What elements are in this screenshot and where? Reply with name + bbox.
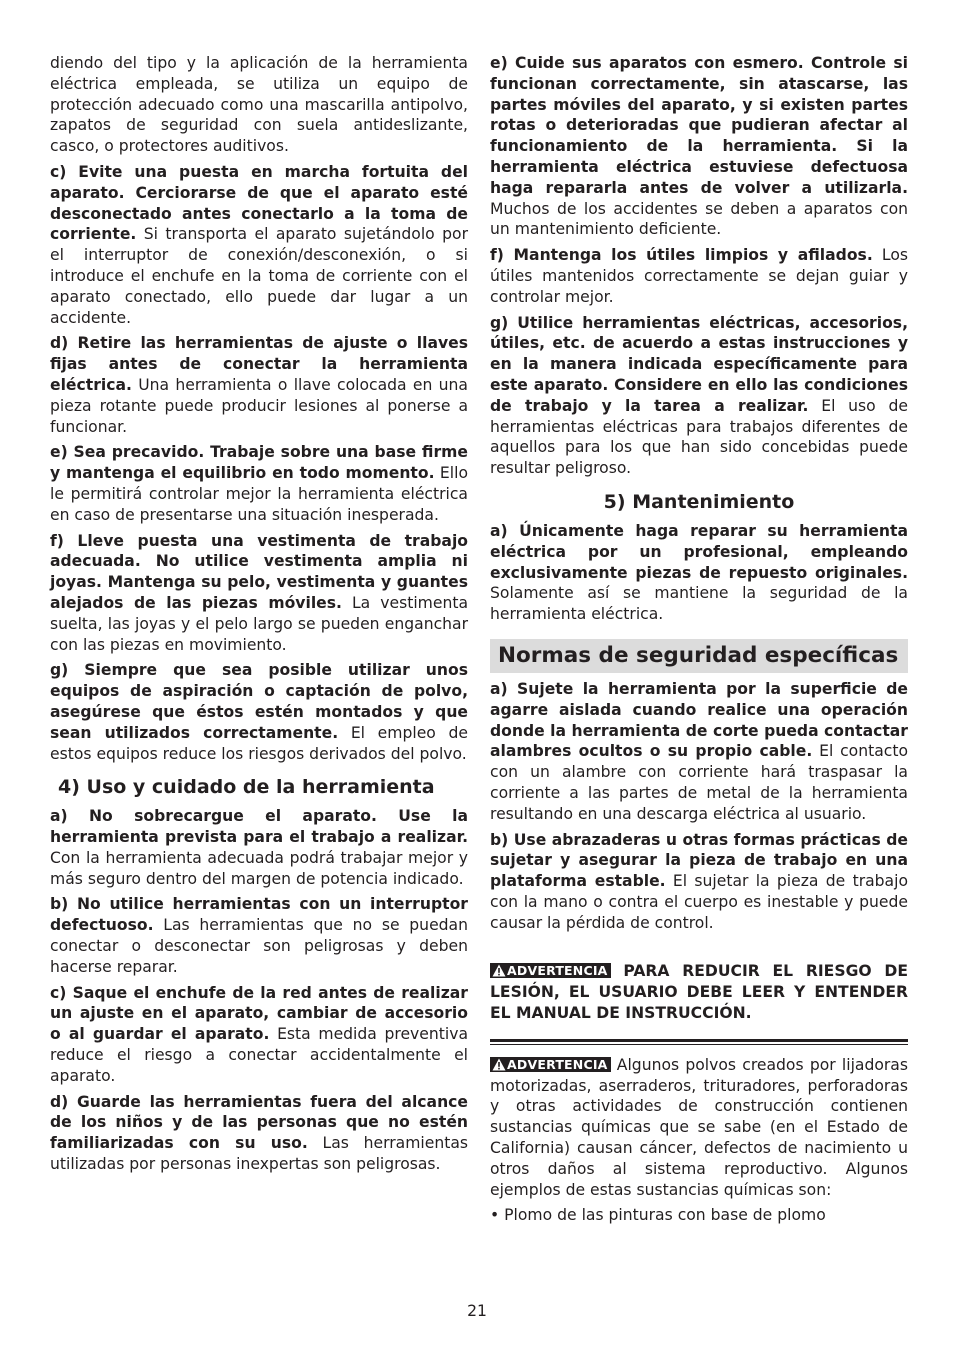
rule-heading: a) No sobrecargue el aparato. Use la herramienta prevista para el trabajo a realizar. xyxy=(50,807,468,847)
rule-text: Ello le permitirá controlar mejor la herramienta eléctrica en caso de presentarse una situación inesperada. xyxy=(50,464,468,524)
left-column xyxy=(50,53,468,1180)
warning-badge xyxy=(490,1057,611,1072)
rule-4c-unplug xyxy=(50,983,468,1087)
paragraph-text: diendo del tipo y la aplicación de la herramienta eléctrica empleada, se utiliza un equipo de protección adecuado como una mascarilla antipolvo, zapatos de seguridad con suela antideslizante, casco, o protectores auditivos. xyxy=(50,54,468,156)
rule-heading: g) Siempre que sea posible utilizar unos equipos de aspiración o captación de polvo, asegúrese que éstos estén montados y que sean utilizados correctamente. xyxy=(50,661,468,742)
rule-text: La vestimenta suelta, las joyas y el pelo largo se pueden enganchar con las piezas en movimiento. xyxy=(50,593,468,654)
right-column xyxy=(490,53,908,1231)
warning-badge xyxy=(490,963,611,978)
rule-heading: c) Saque el enchufe de la red antes de realizar un ajuste en el aparato, cambiar de accesorio o al guardar el aparato. xyxy=(50,983,468,1044)
rule-text: Si transporta el aparato sujetándolo por el interruptor de conexión/desconexión, o si introduce el enchufe en la toma de corriente con el aparato conectado, ello puede dar lugar a un accidente. xyxy=(50,225,468,327)
rule-e-be-careful xyxy=(50,442,468,525)
rule-4d-store-tools xyxy=(50,1092,468,1175)
rule-heading: d) Guarde las herramientas fuera del alcance de los niños y de las personas que no estén familiarizadas con su uso. xyxy=(50,1092,468,1153)
rule-5a-professional-repair xyxy=(490,521,908,625)
rule-text: Solamente así se mantiene la seguridad de la herramienta eléctrica. xyxy=(490,584,908,624)
bullet-lead-paint: • Plomo de las pinturas con base de plomo xyxy=(490,1206,826,1225)
rule-text: Con la herramienta adecuada podrá trabajar mejor y más seguro dentro del margen de potencia indicado. xyxy=(50,848,468,888)
rule-specific-a-insulated-grip xyxy=(490,679,908,825)
warning-badge-label: ADVERTENCIA xyxy=(507,1056,608,1072)
rule-4b-defective-switch xyxy=(50,894,468,977)
rule-text: El sujetar la pieza de trabajo con la mano o contra el cuerpo es inestable y puede causar la pérdida de control. xyxy=(490,872,908,932)
warning-text: Algunos polvos creados por lijadoras motorizadas, aserraderos, trituradores, perforadoras y otras actividades de construcción contienen sustancias químicas que se sabe (en el Estado de California) causan cáncer, defectos de nacimiento u otros daños al sistema reproductivo. Algunos ejemplos de estas sustancias químicas son: xyxy=(490,1055,908,1199)
rule-heading: d) Retire las herramientas de ajuste o llaves fijas antes de conectar la herramienta eléctrica. xyxy=(50,334,468,394)
rule-heading: g) Utilice herramientas eléctricas, accesorios, útiles, etc. de acuerdo a estas instrucciones y en la manera indicada específicamente para este aparato. Considere en ello las condiciones de trabajo y la tarea a realizar. xyxy=(490,313,908,415)
rule-heading: e) Sea precavido. Trabaje sobre una base firme y mantenga el equilibrio en todo momento. xyxy=(50,443,468,483)
section-heading-4: 4) Uso y cuidado de la herramienta xyxy=(58,776,435,799)
rule-text: Los útiles mantenidos correctamente se dejan guiar y controlar mejor. xyxy=(490,246,908,306)
warning-badge-label: ADVERTENCIA xyxy=(507,963,608,979)
warning-triangle-icon xyxy=(492,964,506,977)
rule-g-dust-extraction xyxy=(50,660,468,764)
specific-safety-banner: Normas de seguridad específicas xyxy=(490,639,908,673)
rule-d-remove-adjusting-tools xyxy=(50,333,468,437)
warning-triangle-icon xyxy=(492,1058,506,1071)
rule-text: Muchos de los accidentes se deben a aparatos con un mantenimiento deficiente. xyxy=(490,199,908,239)
rule-heading: b) No utilice herramientas con un interruptor defectuoso. xyxy=(50,895,468,935)
rule-c-avoid-accidental-start xyxy=(50,162,468,328)
rule-text: Las herramientas que no se puedan conectar o desconectar son peligrosas y deben hacerse reparar. xyxy=(50,916,468,976)
rule-f-clothing xyxy=(50,531,468,656)
rule-heading: f) Mantenga los útiles limpios y afilados. xyxy=(490,246,873,265)
rule-heading: f) Lleve puesta una vestimenta de trabajo adecuada. No utilice vestimenta amplia ni joyas. Mantenga su pelo, vestimenta y guantes alejados de las piezas móviles. xyxy=(50,531,468,612)
rule-f-clean-sharp xyxy=(490,245,908,307)
rule-text: El contacto con un alambre con corriente hará traspasar la corriente a las partes de metal de la herramienta resultando en una descarga eléctrica al usuario. xyxy=(490,742,908,823)
rule-text: Una herramienta o llave colocada en una pieza rotante puede producir lesiones al ponerse a funcionar. xyxy=(50,375,468,436)
warning-dust-chemicals xyxy=(490,1055,908,1201)
warning-read-manual xyxy=(490,961,908,1023)
rule-text: Esta medida preventiva reduce el riesgo a conectar accidentalmente el aparato. xyxy=(50,1025,468,1085)
rule-e-maintain-tools xyxy=(490,53,908,240)
rule-heading: e) Cuide sus aparatos con esmero. Controle si funcionan correctamente, sin atascarse, las partes móviles del aparato, y si existen partes rotas o deterioradas que pudieran afectar al funcionamiento de la herramienta. Si la herramienta eléctrica estuviese defectuosa haga repararla antes de volver a utilizarla. xyxy=(490,54,908,197)
page-number: 21 xyxy=(467,1302,487,1320)
rule-g-use-per-instructions xyxy=(490,313,908,479)
rule-heading: a) Únicamente haga reparar su herramienta eléctrica por un profesional, empleando exclusivamente piezas de repuesto originales. xyxy=(490,521,908,582)
rule-text: El empleo de estos equipos reduce los riesgos derivados del polvo. xyxy=(50,723,468,763)
rule-heading: c) Evite una puesta en marcha fortuita del aparato. Cerciorarse de que el aparato esté desconectado antes conectarlo a la toma de corriente. xyxy=(50,162,468,244)
rule-4a-no-overload xyxy=(50,806,468,889)
rule-text: Las herramientas utilizadas por personas inexpertas son peligrosas. xyxy=(50,1134,469,1174)
section-heading-5: 5) Mantenimiento xyxy=(603,490,795,513)
rule-heading: b) Use abrazaderas u otras formas prácticas de sujetar y asegurar la pieza de trabajo en una plataforma estable. xyxy=(490,830,908,891)
warning-text: PARA REDUCIR EL RIESGO DE LESIÓN, EL USUARIO DEBE LEER Y ENTENDER EL MANUAL DE INSTRUCCIÓN. xyxy=(490,962,908,1023)
rule-text: El uso de herramientas eléctricas para trabajos diferentes de aquellos para los que han sido concebidas puede resultar peligroso. xyxy=(490,396,908,478)
rule-heading: a) Sujete la herramienta por la superficie de agarre aislada cuando realice una operación donde la herramienta de corte pueda contactar alambres ocultos o su propio cable. xyxy=(490,679,908,761)
paragraph-intro xyxy=(50,53,468,157)
double-divider xyxy=(490,1039,908,1045)
rule-specific-b-clamps xyxy=(490,830,908,934)
